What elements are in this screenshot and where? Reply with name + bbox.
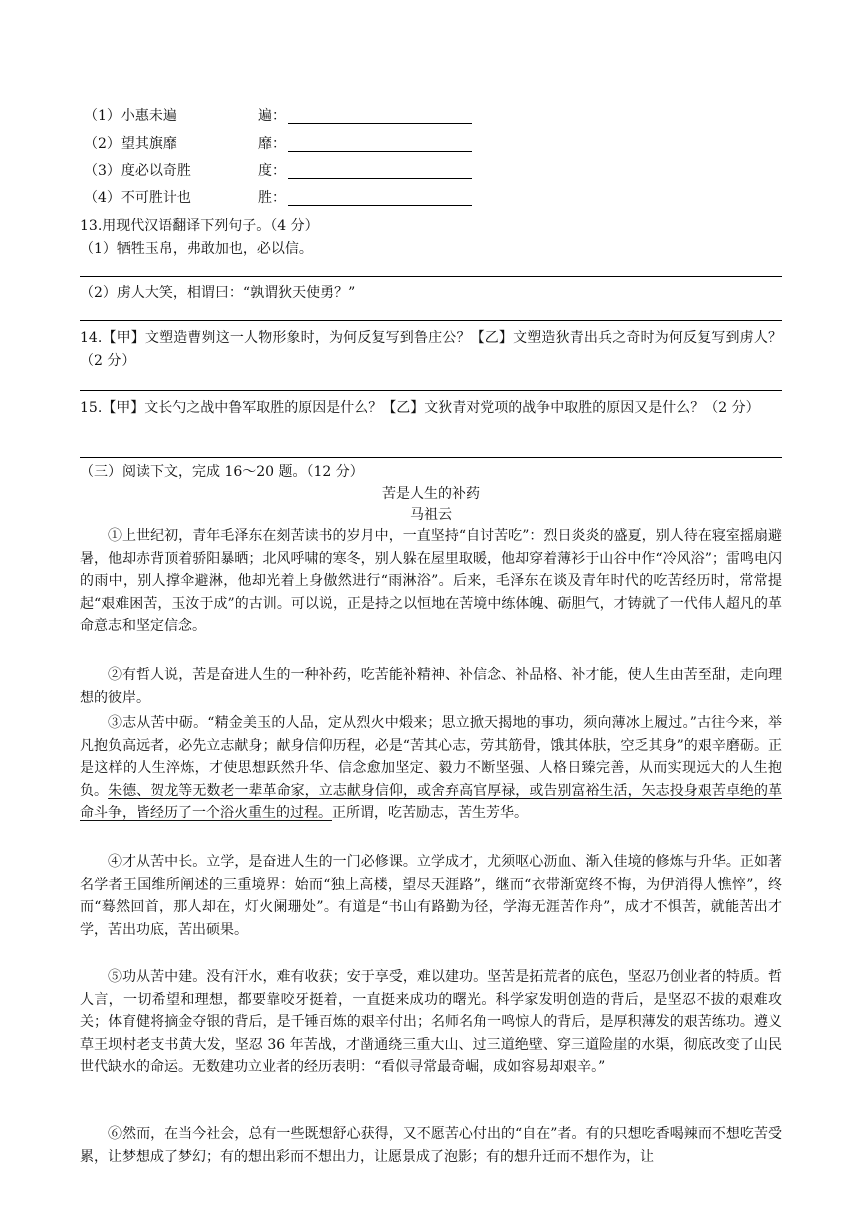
paragraph-5: ⑤功从苦中建。没有汗水，难有收获；安于享受，难以建功。坚苦是拓荒者的底色，坚忍乃创业者的特质。哲人言，一切希望和理想，都要靠咬牙挺着，一直挺来成功的曙光。科学家发明创造的背后，是坚忍不拔的艰难攻关；体育健将摘金夺银的背后，是千锤百炼的艰辛付出；名师名角一鸣惊人的背后，是厚积薄发的艰苦练功。遵义草王坝村老支书黄大发，坚忍 36 年苦战，才凿通绕三重大山、过三道绝壁、穿三道险崖的水渠，彻底改变了山民世代缺水的命运。无数建功立业者的经历表明：“看似寻常最奇崛，成如容易却艰辛。” (80, 969, 782, 1076)
q14-question: 14.【甲】文塑造曹刿这一人物形象时，为何反复写到鲁庄公？【乙】文塑造狄青出兵之奇时为何反复写到虏人？（2 分） (80, 330, 782, 369)
paragraph-3-text: ③志从苦中砺。“精金美玉的人品，定从烈火中煅来；思立掀天揭地的事功，须向薄冰上履过。”古往今来，举凡抱负高远者，必先立志献身；献身信仰历程，必是“苦其心志，劳其筋骨，饿其体肤，空乏其身”的艰辛磨砺。正是这样的人生淬炼，才使思想跃然升华、信念愈加坚定、毅力不断坚强、人格日臻完善，从而实现远大的人生抱负。 (80, 715, 782, 799)
q13-sentence-2: （2）虏人大笑，相谓曰：“孰谓狄天使勇？” (80, 285, 356, 301)
q15-question: 15.【甲】文长勺之战中鲁军取胜的原因是什么？【乙】文狄青对党项的战争中取胜的原因又是什么？（2 分） (80, 400, 760, 416)
answer-line[interactable] (80, 276, 782, 277)
q12-item-label: 遍： (258, 108, 286, 124)
answer-line[interactable] (80, 320, 782, 321)
q12-item-phrase: （1）小惠未遍 (84, 108, 177, 124)
answer-line[interactable] (80, 457, 782, 458)
q12-item-label: 靡： (258, 136, 286, 152)
q13-title: 13.用现代汉语翻译下列句子。（4 分） (80, 218, 319, 234)
paragraph-1: ①上世纪初，青年毛泽东在刻苦读书的岁月中，一直坚持“自讨苦吃”：烈日炎炎的盛夏，别人待在寝室摇扇避暑，他却赤背顶着骄阳暴晒；北风呼啸的寒冬，别人躲在屋里取暖，他却穿着薄衫于山谷中作“冷风浴”；雷鸣电闪的雨中，别人撑伞避淋，他却光着上身傲然进行“雨淋浴”。后来，毛泽东在谈及青年时代的吃苦经历时，常常提起“艰难困苦，玉汝于成”的古训。可以说，正是持之以恒地在苦境中练体魄、砺胆气，才铸就了一代伟人超凡的革命意志和坚定信念。 (80, 528, 782, 635)
q13-sentence-1: （1）牺牲玉帛，弗敢加也，必以信。 (80, 241, 313, 257)
q12-item-phrase: （2）望其旗靡 (84, 136, 177, 152)
paragraph-3-text-end: 正所谓，吃苦励志，苦生芳华。 (332, 805, 528, 822)
paragraph-2: ②有哲人说，苦是奋进人生的一种补药，吃苦能补精神、补信念、补品格、补才能，使人生由苦至甜，走向理想的彼岸。 (80, 667, 782, 706)
paragraph-3 (80, 712, 782, 825)
answer-line[interactable] (80, 390, 782, 391)
underlined-sentence: 朱德、贺龙等无数老一辈革命家，立志献身信仰，或舍弃高官厚禄，或告别富裕生活，矢志投身艰苦卓绝的革命斗争，皆经历了一个浴火重生的过程。 (80, 782, 783, 822)
q12-item-phrase: （4）不可胜计也 (84, 190, 191, 206)
q12-answer-blank[interactable] (288, 123, 472, 124)
paragraph-6: ⑥然而，在当今社会，总有一些既想舒心获得，又不愿苦心付出的“自在”者。有的只想吃香喝辣而不想吃苦受累，让梦想成了梦幻；有的想出彩而不想出力，让愿景成了泡影；有的想升迁而不想作为，让 (80, 1126, 782, 1165)
q12-answer-blank[interactable] (288, 178, 472, 179)
q12-answer-blank[interactable] (288, 151, 472, 152)
section-heading: （三）阅读下文，完成 16～20 题。（12 分） (80, 464, 364, 480)
article-title: 苦是人生的补药 (382, 486, 480, 502)
q12-item-label: 度： (258, 163, 286, 179)
q12-item-label: 胜： (258, 190, 286, 206)
article-author: 马祖云 (410, 507, 452, 523)
q12-answer-blank[interactable] (288, 205, 472, 206)
paragraph-4: ④才从苦中长。立学，是奋进人生的一门必修课。立学成才，尤须呕心沥血、渐入佳境的修炼与升华。正如著名学者王国维所阐述的三重境界：始而“独上高楼，望尽天涯路”，继而“衣带渐宽终不悔，为伊消得人憔悴”，终而“蓦然回首，那人却在，灯火阑珊处”。有道是“书山有路勤为径，学海无涯苦作舟”，成才不惧苦，就能苦出才学，苦出功底，苦出硕果。 (80, 854, 782, 938)
q12-item-phrase: （3）度必以奇胜 (84, 163, 191, 179)
